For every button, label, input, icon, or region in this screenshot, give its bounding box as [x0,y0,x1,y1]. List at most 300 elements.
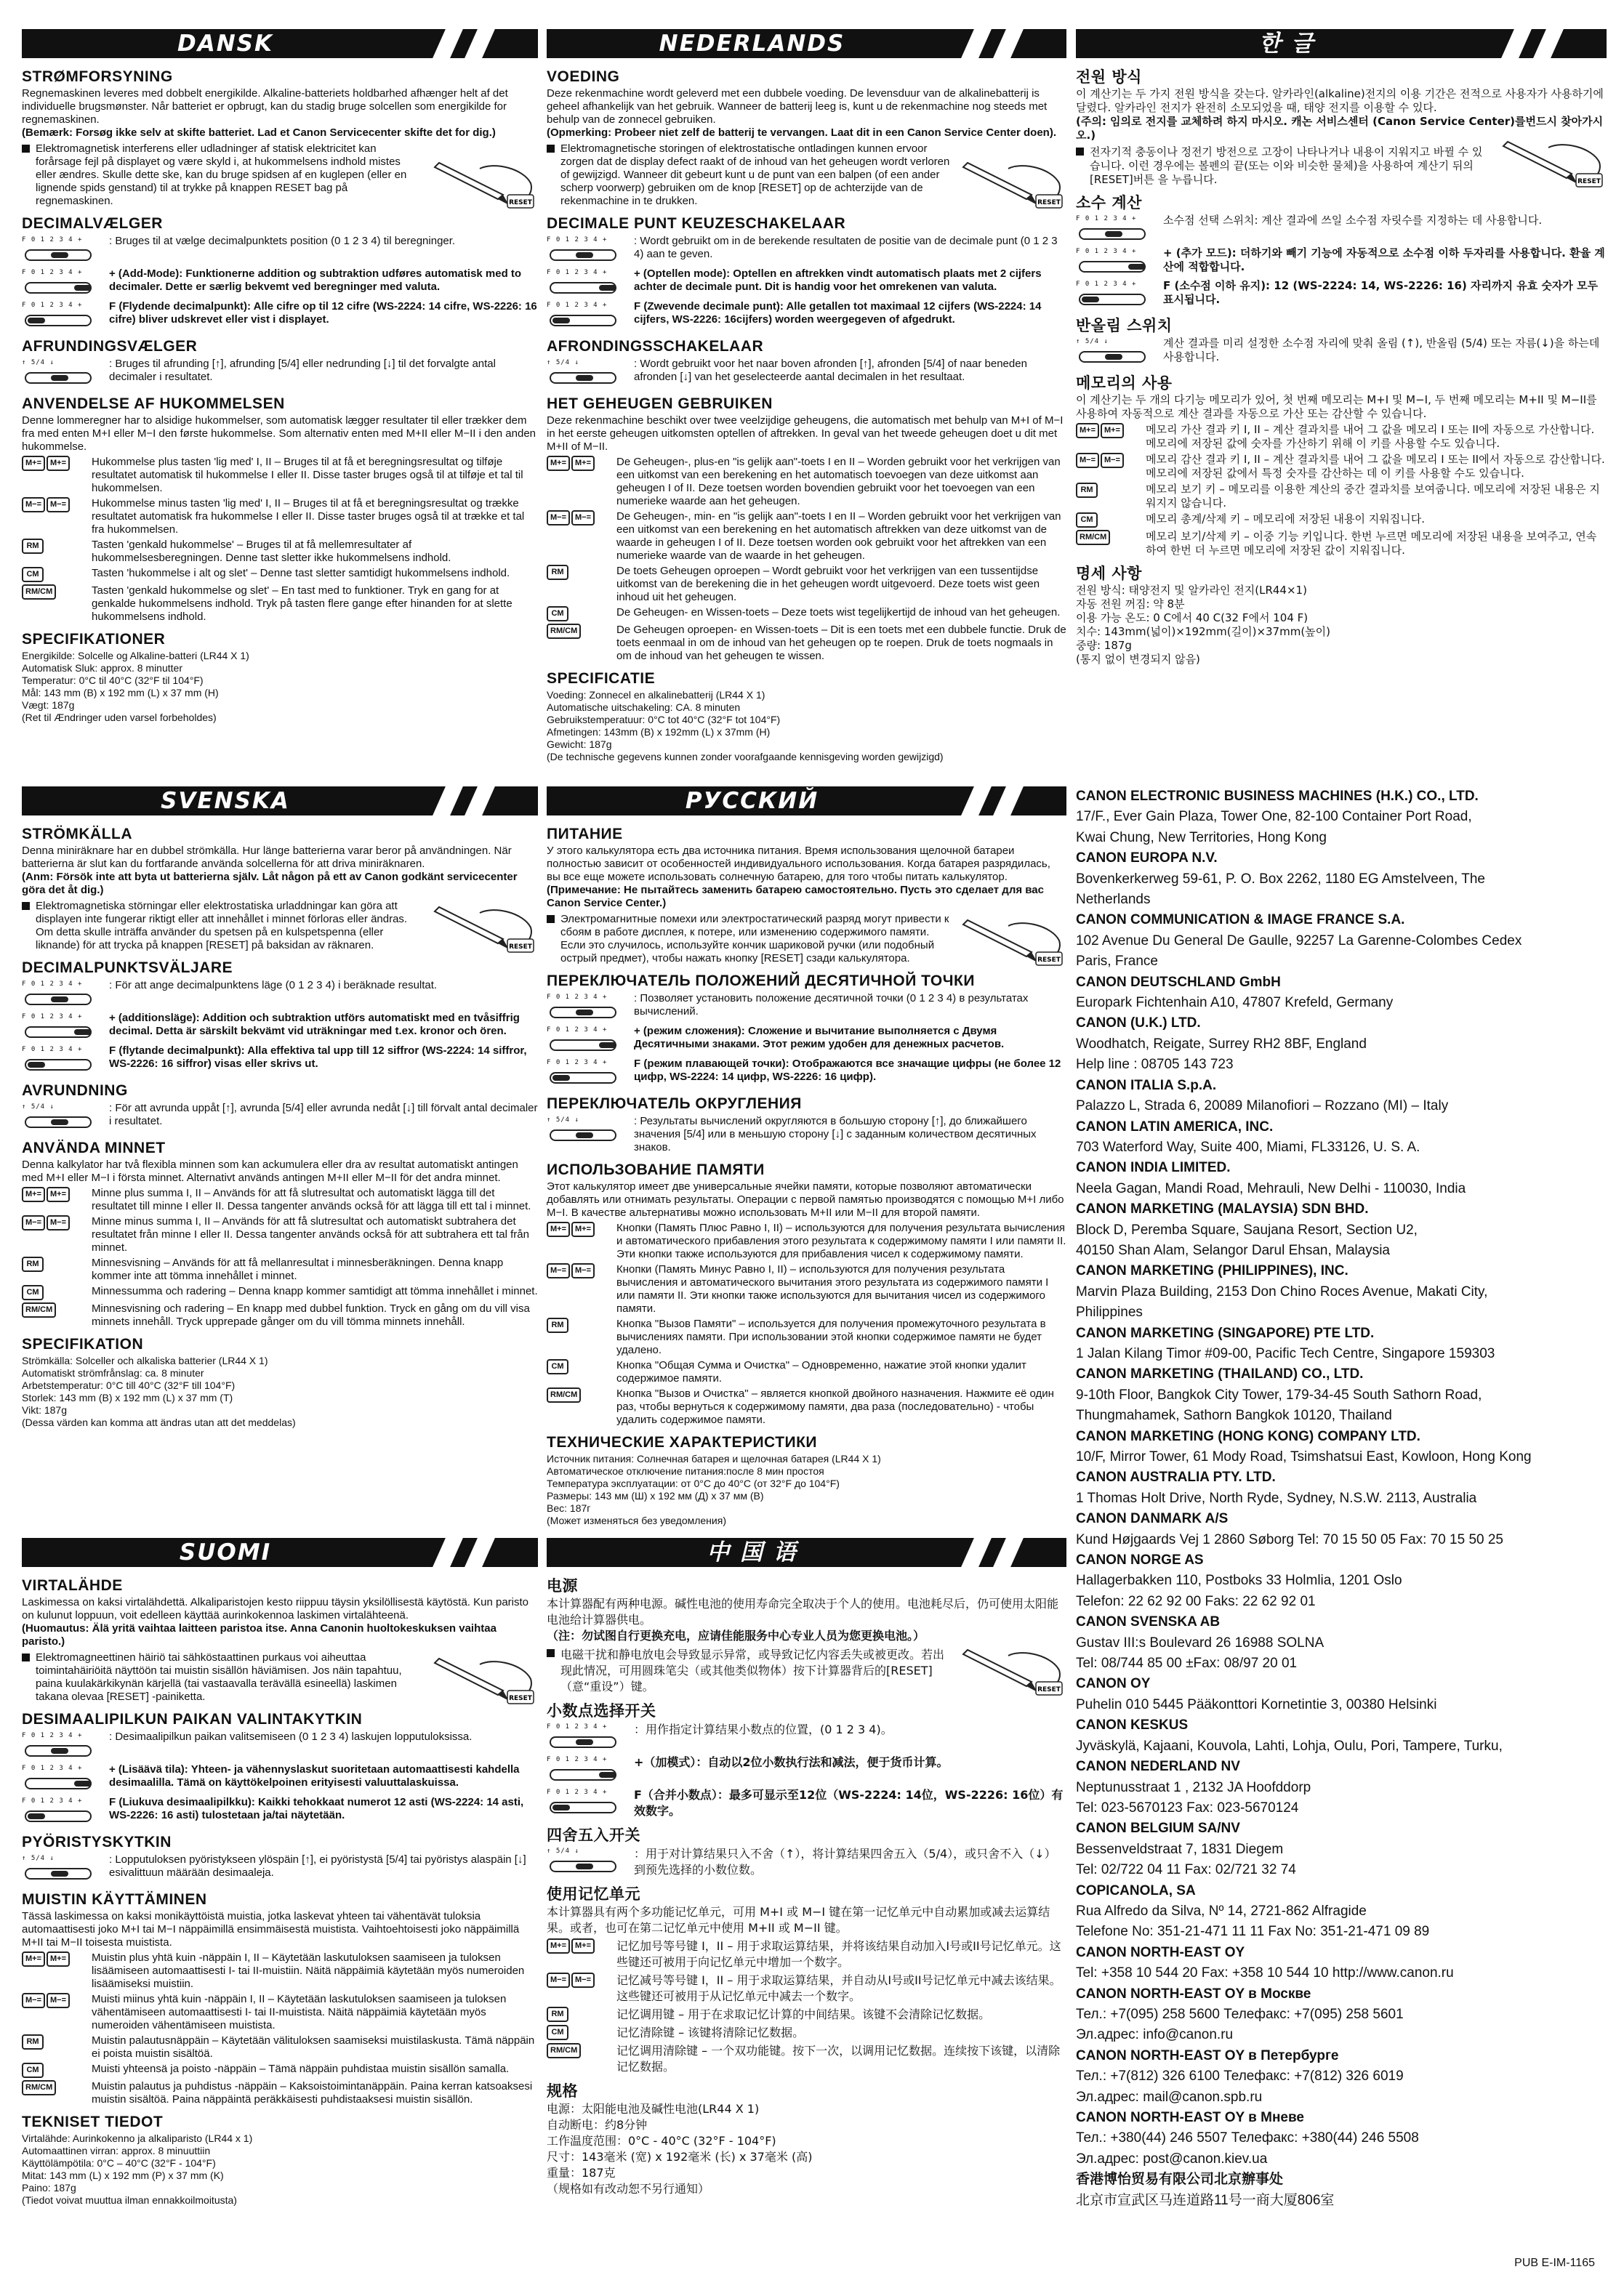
spec-line: Automatiskt strömfrånslag: ca. 8 minuter [22,1367,204,1379]
add-mode-desc: + (Optellen mode): Optellen en aftrekken vindt automatisch plaats met 2 cijfers achter de decimale punt. Dit is handig voor het omrekenen van valuta. [634,267,1042,293]
float-desc: F (Flydende decimalpunkt): Alle cifre op til 12 cifre (WS-2224: 14 cifre, WS-2226: 16 cifre) bliver udskrevet eller vist i displayet. [109,300,537,326]
memory-recall-key-icon: RM [547,565,568,580]
memory-heading: HET GEHEUGEN GEBRUIKEN [547,395,773,412]
language-banner [22,786,538,815]
reset-bullet: Elektromagnetische storingen of elektrostatische ontladingen kunnen ervoor zorgen dat de display defect raakt of de inhoud van het geheugen wordt verloren of gewijzigd. Wanneer dit gebeurt kunt u de punt van een balpen (of een ander scherp voorwerp) gebruiken om de knop [RESET] op de achterzijde van de rekenmachine in te drukken. RESET [547,142,1066,208]
language-banner [22,1538,538,1567]
rounding-switch-icon: ↑ 5/4 ↓ [547,1846,627,1877]
spec-line: Mitat: 143 mm (L) x 192 mm (P) x 37 mm (K) [22,2170,224,2181]
memory-recall-key-icon: RM [547,1318,568,1333]
address-company: CANON MARKETING (MALAYSIA) SDN BHD. [1076,1201,1369,1217]
address-line: Netherlands [1076,892,1151,908]
banner-title: РУССКИЙ [685,788,819,814]
power-text: Denna miniräknare har en dubbel strömkälla. Hur länge batterierna varar beror på användningen. När batterierna är slut kan du fortfarande använda solcellerna för att driva miniräknaren. [22,845,512,870]
memory-minus-key-icon: M−= [22,1993,45,2008]
svg-text:RESET: RESET [509,1695,532,1702]
power-text: 本计算器配有两种电源。碱性电池的使用寿命完全取决于个人的使用。电池耗尽后，仍可使用太阳能电池给计算器供电。 [547,1597,1059,1627]
memory-heading: 使用记忆单元 [547,1885,640,1903]
spec-line: 工作温度范围：0°C - 40°C (32°F - 104°F) [547,2134,776,2148]
memory-clear-key-icon: CM [547,606,568,621]
spec-line: 尺寸：143毫米 (宽) x 192毫米 (长) x 37毫米 (高) [547,2150,813,2164]
address-company: CANON NEDERLAND NV [1076,1759,1240,1775]
memory-plus-key-icon: M+= [571,456,595,471]
memory-clear-key-icon: CM [22,2063,44,2078]
add-mode-desc: +（加模式）：自动以2位小数执行法和减法，便于货币计算。 [634,1755,949,1769]
address-company: CANON AUSTRALIA PTY. LTD. [1076,1470,1276,1486]
decimal-switch-icon: F 0 1 2 3 4 + [547,1722,627,1752]
memory-plus-key-icon: M+= [1101,423,1124,438]
address-line: Neela Gagan, Mandi Road, Mehrauli, New Delhi - 110030, India [1076,1180,1466,1196]
decimal-heading: DECIMALE PUNT KEUZESCHAKELAAR [547,215,846,232]
memory-clear-key-icon: CM [22,567,44,582]
address-company: CANON MARKETING (PHILIPPINES), INC. [1076,1263,1348,1279]
float-switch-icon: F 0 1 2 3 4 + [547,1787,627,1818]
address-company: CANON COMMUNICATION & IMAGE FRANCE S.A. [1076,912,1405,928]
power-note: (Anm: Försök inte att byta ut batterierna själv. Låt någon på ett av Canon godkänt servicecenter göra det åt dig.) [22,871,518,896]
address-line: 北京市宣武区马连道路11号一商大厦806室 [1076,2192,1335,2208]
spec-line: 이용 가능 온도: 0 C에서 40 C(32 F에서 104 F) [1076,611,1309,624]
spec-line: (Может изменяться без уведомления) [547,1515,726,1526]
address-line: Hallagerbakken 110, Postboks 33 Holmlia, 1201 Oslo [1076,1573,1402,1589]
spec-line: Вес: 187г [547,1502,591,1514]
language-banner [547,786,1066,815]
address-company: CANON NORTH-EAST OY в Мневе [1076,2110,1304,2125]
recall-clear-desc: Tasten 'genkald hukommelse og slet' – En tast med to funktioner. Tryk en gang for at genkalde hukommelsens indhold. Tryk på tasten flere gange efter hinanden for at slette hukommelsens indhold. [92,584,512,623]
spec-line: Температура эксплуатации: от 0°C до 40°C (от 32°F до 104°F) [547,1478,840,1489]
memory-clear-desc: De Geheugen- en Wissen-toets – Deze toets wist tegelijkertijd de inhoud van het geheugen. [616,606,1061,619]
address-line: Woodhatch, Reigate, Surrey RH2 8BF, England [1076,1036,1367,1052]
address-line: Neptunusstraat 1 , 2132 JA Hoofddorp [1076,1779,1311,1795]
float-desc: F (소수점 이하 유지): 12 (WS-2224: 14, WS-2226: 16) 자리까지 유효 숫자가 모두 표시됩니다. [1163,279,1599,306]
reset-bullet: 전자기적 충동이나 정전기 방전으로 고장이 나타나거나 내용이 지워지고 바뀔 수 있습니다. 이런 경우에는 볼펜의 끝(또는 이와 비슷한 물체)을 사용하여 계산기 뒤의 [RESET]버튼 을 누릅니다. RESET [1076,145,1607,187]
banner-title: NEDERLANDS [659,31,845,57]
memory-heading: 메모리의 사용 [1076,374,1173,392]
address-line: Help line : 08705 143 723 [1076,1057,1234,1073]
recall-clear-key-icon: RM/CM [22,1302,56,1318]
spec-line: 중량: 187g [1076,639,1132,652]
spec-line: (Tiedot voivat muuttua ilman ennakkoilmoitusta) [22,2194,237,2206]
memory-recall-key-icon: RM [22,2034,44,2050]
memory-recall-desc: Minnesvisning – Används för att få mellanresultat i minnesberäkningen. Denna knapp kommer inte att tömma innehållet i minnet. [92,1257,504,1282]
float-switch-icon: F 0 1 2 3 4 + [22,300,102,331]
spec-heading: 명세 사항 [1076,565,1142,582]
spec-line: (Dessa värden kan komma att ändras utan att det meddelas) [22,1417,296,1428]
rounding-heading: PYÖRISTYSKYTKIN [22,1834,172,1850]
power-heading: 전원 방식 [1076,68,1142,86]
power-text: У этого калькулятора есть два источника питания. Время использования щелочной батареи полностью зависит от особенностей индивидуального использования. Когда батарея разрядилась, вы все еще можете использовать солнечную батарею, для того чтобы питать калькулятор. [547,845,1050,883]
address-line: 10/F, Mirror Tower, 61 Mody Road, Tsimshatsui East, Kowloon, Hong Kong [1076,1449,1532,1465]
memory-clear-key-icon: CM [22,1285,44,1300]
power-note: （注：勿试图自行更换充电，应请佳能服务中心专业人员为您更换电池。） [547,1629,925,1643]
spec-line: (통지 없이 변경되지 않음) [1076,653,1200,666]
spec-line: Paino: 187g [22,2182,76,2194]
memory-plus-desc: Hukommelse plus tasten 'lig med' I, II – Bruges til at få et beregningsresultat og tilføje resultatet automatisk til hukommelse I eller II. Disse taster bruges også til at tilføje et tal til hukommelsen. [92,456,523,494]
power-heading: ПИТАНИЕ [547,826,623,842]
recall-clear-desc: Кнопка "Вызов и Очистка" – является кнопкой двойного назначения. Нажмите её один раз, чтобы вернуться к содержимому памяти, два раза (последовательно) - чтобы удалить содержимое памяти. [616,1387,1054,1426]
decimal-desc: : Desimaalipilkun paikan valitsemiseen (0 1 2 3 4) laskujen lopputuloksissa. [109,1731,473,1743]
memory-heading: ANVÄNDA MINNET [22,1140,166,1156]
rounding-switch-icon: ↑ 5/4 ↓ [22,358,102,388]
rounding-switch-icon: ↑ 5/4 ↓ [22,1102,102,1132]
add-mode-switch-icon: F 0 1 2 3 4 + [547,267,627,298]
address-company: COPICANOLA, SA [1076,1882,1196,1898]
svg-text:RESET: RESET [1037,199,1061,206]
address-list [1076,786,1607,2269]
recall-clear-desc: De Geheugen oproepen- en Wissen-toets – Dit is een toets met een dubbele functie. Druk de toets eenmaal in om de inhoud van het geheugen op te roepen. Druk de toets nogmaals in om de inhoud van het geheugen te wissen. [616,624,1066,662]
address-line: Эл.адрес: info@canon.ru [1076,2027,1234,2043]
memory-minus-key-icon: M−= [47,1993,70,2008]
spec-line: 重量：187克 [547,2166,616,2180]
spec-heading: SPECIFICATIE [547,670,656,687]
add-mode-desc: + (Add-Mode): Funktionerne addition og subtraktion udføres automatisk med to decimaler. Dette er særlig bekvemt ved beregninger med valuta. [109,267,522,293]
memory-clear-desc: Muisti yhteensä ja poisto -näppäin – Tämä näppäin puhdistaa muistin sisällön samalla. [92,2063,510,2075]
address-line: Тел.: +7(095) 258 5600 Телефакс: +7(095) 258 5601 [1076,2006,1404,2022]
spec-heading: TEKNISET TIEDOT [22,2114,164,2130]
memory-minus-desc: De Geheugen-, min- en "is gelijk aan"-toets I en II – Worden gebruikt voor het verkrijgen van een uitkomst van een berekening en het automatisch aftrekken van deze uitkomst van de waarde in geheugen I of II. Deze toetsen worden ook gebruikt voor het aftrekken van een numerieke waarde van de waarde in het geheugen. [616,510,1061,562]
svg-text:RESET: RESET [509,199,532,206]
address-company: CANON (U.K.) LTD. [1076,1015,1201,1031]
rounding-desc: : Lopputuloksen pyöristykseen ylöspäin [↑], ei pyöristystä [5/4] tai pyöristys alaspäin [↓] esivalittuun määrään desimaaleja. [109,1853,526,1879]
add-mode-desc: + (추가 모드): 더하기와 빼기 기능에 자동적으로 소수점 이하 두자리를 사용합니다. 환율 계산에 적합합니다. [1163,246,1605,273]
add-mode-switch-icon: F 0 1 2 3 4 + [22,1012,102,1042]
decimal-desc: : För att ange decimalpunktens läge (0 1 2 3 4) i beräknade resultat. [109,979,438,991]
memory-clear-key-icon: CM [547,1359,568,1374]
power-heading: STRÖMKÄLLA [22,826,132,842]
spec-line: 自动断电：约8分钟 [547,2118,648,2132]
memory-recall-key-icon: RM [22,539,44,554]
reset-pen-icon [957,919,1066,970]
spec-line: Käyttölämpötila: 0°C – 40°C (32°F - 104°F) [22,2157,216,2169]
power-text: 이 계산기는 두 가지 전원 방식을 갖는다. 알카라인(alkaline)전지의 이용 기간은 전적으로 사용자가 사용하기에 달렸다. 알카라인 전지가 완전히 소모되었을 때, 태양 전지를 이용할 수 있다. [1076,87,1604,114]
rounding-heading: AVRUNDNING [22,1082,128,1099]
banner-title: SUOMI [179,1539,272,1566]
memory-minus-key-icon: M−= [47,1215,70,1230]
spec-line: （规格如有改动恕不另行通知） [547,2182,710,2196]
memory-intro: Deze rekenmachine beschikt over twee veelzijdige geheugens, die automatisch met behulp van M+I of M−I in het eerste geheugen uitkomsten optellen of aftrekken. In geval van het tweede geheugen doet u dit met M+II of M−II. [547,414,1064,453]
address-company: CANON INDIA LIMITED. [1076,1160,1231,1176]
spec-list [22,2132,538,2207]
address-line: 102 Avenue Du General De Gaulle, 92257 La Garenne-Colombes Cedex [1076,933,1522,948]
memory-minus-key-icon: M−= [547,1263,570,1278]
address-line: Kund Højgaards Vej 1 2860 Søborg Tel: 70 15 50 05 Fax: 70 15 50 25 [1076,1531,1503,1547]
power-note: (Opmerking: Probeer niet zelf de batterij te vervangen. Laat dit in een Canon Service Center doen). [547,126,1056,139]
rounding-desc: : För att avrunda uppåt [↑], avrunda [5/4] eller avrunda nedåt [↓] till förvalt antal decimaler i resultatet. [109,1102,538,1127]
memory-recall-desc: Кнопка "Вызов Памяти" – используется для получения промежуточного результата в вычислениях памяти. При использовании этой кнопки содержимое памяти не будет удалено. [616,1318,1046,1356]
spec-heading: 规格 [547,2082,578,2100]
spec-line: (Ret til Ændringer uden varsel forbeholdes) [22,712,217,723]
reset-bullet: 电磁干扰和静电放电会导致显示异常，或导致记忆内容丢失或被更改。若出现此情况，可用圆珠笔尖（或其他类似物体）按下计算器背后的[RESET]（意“重设”）键。 RESET [547,1647,1066,1695]
spec-list [547,1453,1066,1527]
memory-recall-key-icon: RM [1076,483,1098,498]
memory-recall-desc: 记忆调用键 – 用于在求取记忆计算的中间结果。该键不会清除记忆数据。 [616,2007,991,2021]
memory-minus-key-icon: M−= [571,1263,595,1278]
spec-line: Vikt: 187g [22,1404,68,1416]
memory-minus-desc: Кнопки (Память Минус Равно I, II) – используются для получения результата вычисления и автоматического вычитания этого результата из содержимого памяти I или памяти II. Эти кнопки также используются для вычитания чисел из содержимого памяти. [616,1263,1049,1315]
memory-clear-desc: 메모리 총계/삭제 키 – 메모리에 저장된 내용이 지워집니다. [1146,512,1425,525]
memory-intro: 本计算器具有两个多功能记忆单元，可用 M+I 或 M−I 键在第一记忆单元中自动累加或减去运算结果。或者，也可在第二记忆单元中使用 M+II 或 M−II 键。 [547,1905,1050,1935]
recall-clear-desc: 记忆调用清除键 – 一个双功能键。按下一次，以调用记忆数据。连续按下该键，以清除记忆数据。 [616,2044,1061,2074]
decimal-switch-icon: F 0 1 2 3 4 + [22,235,102,265]
float-switch-icon: F 0 1 2 3 4 + [1076,279,1156,310]
decimal-heading: DECIMALPUNKTSVÄLJARE [22,959,233,976]
memory-plus-key-icon: M+= [22,1187,45,1202]
float-desc: F（合并小数点）：最多可显示至12位（WS-2224: 14位，WS-2226: 16位）有效数字。 [634,1788,1064,1818]
section-dansk [22,29,538,770]
power-text: Laskimessa on kaksi virtalähdettä. Alkaliparistojen kesto riippuu täysin yksilöllisestä käytöstä. Kun paristo on kulunut loppuun, voit edelleen käyttää aurinkokennoa laskimen virtalähteenä. [22,1596,529,1622]
recall-clear-key-icon: RM/CM [547,1387,581,1403]
decimal-switch-icon: F 0 1 2 3 4 + [22,1731,102,1761]
memory-minus-key-icon: M−= [47,497,70,512]
memory-minus-key-icon: M−= [1101,453,1124,468]
address-line: Telefon: 22 62 92 00 Faks: 22 62 92 01 [1076,1593,1316,1609]
memory-plus-key-icon: M+= [47,1951,70,1967]
rounding-desc: : Wordt gebruikt voor het naar boven afronden [↑], afronden [5/4] of naar beneden afronden [↓] van het geselecteerde aantal decimalen in het resultaat. [634,358,1027,383]
float-desc: F (flytande decimalpunkt): Alla effektiva tal upp till 12 siffror (WS-2224: 14 siffror, WS-2226: 16 siffror) visas eller skrivs ut. [109,1044,527,1070]
address-line: 40150 Shan Alam, Selangor Darul Ehsan, Malaysia [1076,1242,1390,1258]
spec-line: Arbetstemperatur: 0°C till 40°C (32°F till 104°F) [22,1379,236,1391]
reset-bullet: Elektromagnetiska störningar eller elektrostatiska urladdningar kan göra att displayen inte fungerar riktigt eller att innehållet i minnet förloras eller ändras. Om detta skulle inträffa använder du spetsen på en kulspetspenna (eller liknande) för att trycka på knappen [RESET] på baksidan av räknaren. RESET [22,900,538,952]
memory-minus-key-icon: M−= [1076,453,1099,468]
rounding-desc: 계산 결과를 미리 설정한 소수점 자리에 맞춰 올림 (↑), 반올림 (5/4) 또는 자름(↓)을 하는데 사용합니다. [1163,337,1600,363]
address-line: Kwai Chung, New Territories, Hong Kong [1076,829,1327,845]
memory-minus-desc: Muisti miinus yhtä kuin -näppäin I, II – Käytetään laskutuloksen saamiseen ja tuloksen vähentämiseen automaattisesti I- tai II-muistista. Näitä näppäimiä käytetään myös numeroiden vähentämiseen muistista. [92,1993,507,2031]
spec-line: Gewicht: 187g [547,738,612,750]
memory-intro: 이 계산기는 두 개의 다기능 메모리가 있어, 첫 번째 메모리는 M+I 및 M−I, 두 번째 메모리는 M+II 및 M−II를 사용하여 자동적으로 계산 결과를 자동으로 가산 또는 감산할 수 있습니다. [1076,393,1597,420]
memory-plus-desc: Muistin plus yhtä kuin -näppäin I, II – Käytetään laskutuloksen saamiseen ja tuloksen lisäämiseen automaattisesti I- tai II-muistiin. Näitä näppäimiä käytetään myös numeroiden lisäämiseksi muistiin. [92,1951,525,1990]
decimal-heading: ПЕРЕКЛЮЧАТЕЛЬ ПОЛОЖЕНИЙ ДЕСЯТИЧНОЙ ТОЧКИ [547,972,975,989]
spec-line: Mål: 143 mm (B) x 192 mm (L) x 37 mm (H) [22,687,219,698]
spec-list [547,689,1066,763]
float-desc: F (Zwevende decimale punt): Alle getallen tot maximaal 12 cijfers (WS-2224: 14 cijfers, WS-2226: 16cijfers) worden weergegeven of afgedrukt. [634,300,1042,326]
address-company: CANON BELGIUM SA/NV [1076,1821,1240,1837]
svg-text:RESET: RESET [509,943,532,951]
memory-plus-key-icon: M+= [47,1187,70,1202]
float-switch-icon: F 0 1 2 3 4 + [22,1044,102,1075]
power-note: (주의: 임의로 전지를 교체하려 하지 마시오. 캐논 서비스센터 (Canon Service Center)를번드시 찾아가시오.) [1076,115,1604,142]
add-mode-switch-icon: F 0 1 2 3 4 + [547,1025,627,1055]
memory-recall-desc: 메모리 보기 키 – 메모리를 이용한 계산의 중간 결과치를 보여줍니다. 메모리에 저장된 내용은 지워지지 않습니다. [1146,483,1600,509]
address-line: Rua Alfredo da Silva, Nº 14, 2721-862 Alfragide [1076,1903,1367,1919]
rounding-switch-icon: ↑ 5/4 ↓ [547,358,627,388]
memory-clear-desc: 记忆清除键 – 该键将清除记忆数据。 [616,2026,805,2039]
spec-line: Источник питания: Солнечная батарея и щелочная батарея (LR44 X 1) [547,1453,881,1465]
memory-minus-key-icon: M−= [22,497,45,512]
memory-plus-key-icon: M+= [22,456,45,471]
float-switch-icon: F 0 1 2 3 4 + [22,1796,102,1826]
pub-code: PUB E-IM-1165 [1514,2257,1595,2269]
recall-clear-key-icon: RM/CM [547,624,581,639]
memory-plus-key-icon: M+= [571,1938,595,1954]
reset-pen-icon [957,1648,1066,1699]
memory-plus-desc: 메모리 가산 결과 키 I, II – 계산 결과치를 내어 그 값을 메모리 I 또는 II에 자동으로 가산합니다. 메모리에 저장된 값에 숫자를 가산하기 위해 이 키를 사용할 수도 있습니다. [1146,423,1595,450]
address-line: Thungmahamek, Sathorn Bangkok 10120, Thailand [1076,1408,1392,1424]
power-heading: 电源 [547,1577,578,1595]
banner-title: DANSK [177,31,274,57]
language-banner [1076,29,1607,58]
reset-bullet: Электромагнитные помехи или электростатический разряд могут привести к сбоям в работе дисплея, к потере, или изменению содержимого памяти. Если это случилось, используйте кончик шариковой ручки (или подобный острый предмет), чтобы нажать кнопку [RESET] сзади калькулятора. RESET [547,913,1066,965]
memory-minus-key-icon: M−= [22,1215,45,1230]
rounding-switch-icon: ↑ 5/4 ↓ [547,1115,627,1145]
reset-pen-icon [1498,140,1607,191]
memory-intro: Denna kalkylator har två flexibla minnen som kan ackumulera eller dra av resultat automatiskt antingen med M+I eller M−I i första minnet. Alternativt används antingen M+II eller M−II för det andra minnet. [22,1159,518,1184]
power-note: (Примечание: Не пытайтесь заменить батарею самостоятельно. Пусть это сделает для вас Canon Service Center.) [547,884,1044,909]
rounding-heading: 반올림 스위치 [1076,317,1173,334]
spec-line: Automaattinen virran: approx. 8 minuuttiin [22,2145,211,2156]
recall-clear-key-icon: RM/CM [547,2043,581,2058]
power-text: Deze rekenmachine wordt geleverd met een dubbele voeding. De levensduur van de alkalinebatterij is geheel afhankelijk van het gebruik. Wanneer de batterij leeg is, kunt u de rekenmachine nog steeds met behulp van de zonnecel gebruiken. [547,87,1048,126]
decimal-desc: : Bruges til at vælge decimalpunktets position (0 1 2 3 4) til beregninger. [109,235,456,247]
address-line: Tel: +358 10 544 20 Fax: +358 10 544 10 http://www.canon.ru [1076,1965,1454,1981]
memory-heading: MUISTIN KÄYTTÄMINEN [22,1891,207,1908]
section-chinese [547,1538,1066,2272]
spec-line: Automatische uitschakeling: CA. 8 minuten [547,701,741,713]
address-line: Тел.: +380(44) 246 5507 Телефакс: +380(44) 246 5508 [1076,2130,1419,2146]
address-line: Gustav III:s Boulevard 26 16988 SOLNA [1076,1635,1324,1651]
address-company: CANON NORTH-EAST OY в Петербурге [1076,2047,1339,2063]
recall-clear-desc: 메모리 보기/삭제 키 – 이중 기능 키입니다. 한번 누르면 메모리에 저장된 내용을 보여주고, 연속하여 한번 더 누르면 메모리에 저장된 값이 지워집니다. [1146,530,1597,557]
address-line: Эл.адрес: mail@canon.spb.ru [1076,2089,1263,2105]
memory-plus-desc: Кнопки (Память Плюс Равно I, II) – используются для получения результата вычисления и автоматического прибавления этого результата к содержимому памяти I или памяти II. Эти кнопки также используются для прибавления чисел к содержимому памяти. [616,1222,1066,1260]
spec-line: Storlek: 143 mm (B) x 192 mm (L) x 37 mm (T) [22,1392,233,1403]
rounding-heading: AFRUNDINGSVÆLGER [22,338,198,355]
address-line: Tel: 02/722 04 11 Fax: 02/721 32 74 [1076,1862,1296,1878]
rounding-desc: ：用于对计算结果只入不舍（↑），将计算结果四舍五入（5/4），或只舍不入（↓）到预先选择的小数位数。 [634,1847,1056,1877]
spec-list [22,650,538,724]
spec-line: Virtalähde: Aurinkokenno ja alkaliparisto (LR44 x 1) [22,2132,253,2144]
float-switch-icon: F 0 1 2 3 4 + [547,1058,627,1088]
section-suomi [22,1538,538,2272]
memory-recall-key-icon: RM [22,1257,44,1272]
memory-minus-key-icon: M−= [547,1973,570,1988]
memory-plus-key-icon: M+= [571,1222,595,1237]
memory-plus-desc: 记忆加号等号键 I，II – 用于求取运算结果，并将该结果自动加入I号或II号记忆单元。这些键还可被用于向记忆单元中增加一个数字。 [616,1939,1061,1969]
memory-minus-desc: Minne minus summa I, II – Används för att få slutresultat och automatiskt subtrahera det resultatet från minne I eller II. Dessa tangenter används också för att subtrahera ett tal från minnet. [92,1215,529,1254]
memory-plus-key-icon: M+= [547,1222,570,1237]
recall-clear-desc: Minnesvisning och radering – En knapp med dubbel funktion. Tryck en gång om du vill visa minnets innehåll. Tryck upprepade gånger om du vill tömma minnets innehåll. [92,1302,530,1328]
spec-line: Размеры: 143 мм (Ш) x 192 мм (Д) x 37 мм (В) [547,1490,764,1502]
svg-text:RESET: RESET [1037,956,1061,964]
rounding-desc: : Результаты вычислений округляются в большую сторону [↑], до ближайшего значения [5/4] или в меньшую сторону [↓] с заданным количеством десятичных знаков. [634,1115,1037,1153]
address-line: Block D, Peremba Square, Saujana Resort, Section U2, [1076,1222,1418,1238]
spec-list [1076,584,1607,666]
address-line: Тел.: +7(812) 326 6100 Телефакс: +7(812) 326 6019 [1076,2069,1404,2084]
spec-list [547,2101,1066,2197]
power-heading: STRØMFORSYNING [22,68,173,85]
memory-clear-key-icon: CM [547,2025,568,2040]
recall-clear-desc: Muistin palautus ja puhdistus -näppäin – Kaksoistoimintanäppäin. Paina kerran katsoaksesi muistin sisältöä. Paina näppäintä peräkkäisesti puhdistaaksesi muistin sisällön. [92,2080,533,2106]
memory-intro: Tässä laskimessa on kaksi monikäyttöistä muistia, jotka laskevat yhteen tai vähentävät tuloksia automaattisesti joko M+I tai M−I näppäimillä ensimmäisestä muistista. Vaihtoehtoisesti joko näppäimillä M+II tai M−II toisesta muistista. [22,1910,520,1949]
address-line: Tel: 023-5670123 Fax: 023-5670124 [1076,1800,1299,1816]
address-line: Bessenveldstraat 7, 1831 Diegem [1076,1841,1284,1857]
decimal-desc: : Wordt gebruikt om in de berekende resultaten de positie van de decimale punt (0 1 2 3 4) aan te geven. [634,235,1058,260]
memory-recall-desc: De toets Geheugen oproepen – Wordt gebruikt voor het verkrijgen van een tussentijdse uitkomst van de berekening die in het geheugen wordt uitgevoerd. Deze toets wist geen inhoud uit het geheugen. [616,565,1040,603]
reset-pen-icon [429,161,538,212]
memory-plus-key-icon: M+= [47,456,70,471]
rounding-heading: ПЕРЕКЛЮЧАТЕЛЬ ОКРУГЛЕНИЯ [547,1095,802,1112]
decimal-heading: DESIMAALIPILKUN PAIKAN VALINTAKYTKIN [22,1711,363,1728]
spec-line: (De technische gegevens kunnen zonder voorafgaande kennisgeving worden gewijzigd) [547,751,944,762]
spec-heading: SPECIFIKATION [22,1336,144,1353]
address-company: CANON ITALIA S.p.A. [1076,1077,1217,1093]
memory-clear-desc: Кнопка "Общая Сумма и Очистка" – Одновременно, нажатие этой кнопки удалит содержимое памяти. [616,1359,1026,1385]
add-mode-switch-icon: F 0 1 2 3 4 + [1076,246,1156,277]
decimal-heading: 소수 계산 [1076,194,1142,212]
banner-title: 中 国 语 [707,1539,797,1566]
language-banner [547,1538,1066,1567]
svg-text:RESET: RESET [1037,1686,1061,1693]
language-banner [22,29,538,58]
decimal-heading: 小数点选择开关 [547,1702,656,1720]
address-line: Puhelin 010 5445 Pääkonttori Kornetintie 3, 00380 Helsinki [1076,1696,1437,1712]
address-company: CANON NORTH-EAST OY в Москве [1076,1986,1311,2002]
address-line: Palazzo L, Strada 6, 20089 Milanofiori – Rozzano (MI) – Italy [1076,1098,1449,1114]
section-korean [1076,29,1607,770]
address-company: CANON ELECTRONIC BUSINESS MACHINES (H.K.) CO., LTD. [1076,789,1479,804]
spec-line: 전원 방식: 태양전지 및 알카라인 전지(LR44×1) [1076,584,1307,597]
address-company: CANON MARKETING (HONG KONG) COMPANY LTD. [1076,1428,1420,1444]
address-company: CANON LATIN AMERICA, INC. [1076,1119,1274,1135]
reset-pen-icon [957,161,1066,212]
address-company: 香港博怡贸易有限公司北京辦事处 [1076,2172,1284,2188]
memory-heading: ИСПОЛЬЗОВАНИЕ ПАМЯТИ [547,1161,765,1178]
address-line: Bovenkerkerweg 59-61, P. O. Box 2262, 1180 EG Amstelveen, The [1076,871,1485,887]
address-company: CANON KESKUS [1076,1717,1189,1733]
memory-plus-key-icon: M+= [1076,423,1099,438]
address-company: CANON DEUTSCHLAND GmbH [1076,974,1281,990]
spec-line: Vægt: 187g [22,699,75,711]
memory-minus-desc: 记忆减号等号键 I，II – 用于求取运算结果，并自动从I号或II号记忆单元中减去该结果。这些键还可被用于从记忆单元中减去一个数字。 [616,1973,1061,2003]
address-line: 703 Waterford Way, Suite 400, Miami, FL33126, U. S. A. [1076,1139,1420,1155]
section-nederlands [547,29,1066,770]
power-heading: VIRTALÄHDE [22,1577,123,1594]
memory-intro: Этот калькулятор имеет две универсальные ячейки памяти, которые позволяют автоматически добавлять или отнимать результаты. Операции с первой памятью производятся с помощью M+I либо M−I. В качестве альтернативы можно использовать M+II или M−II для второй памяти. [547,1180,1064,1219]
section-svenska [22,786,538,1528]
spec-line: Strömkälla: Solceller och alkaliska batterier (LR44 X 1) [22,1355,268,1366]
add-mode-switch-icon: F 0 1 2 3 4 + [547,1755,627,1785]
recall-clear-key-icon: RM/CM [1076,530,1110,545]
memory-heading: ANVENDELSE AF HUKOMMELSEN [22,395,285,412]
decimal-switch-icon: F 0 1 2 3 4 + [547,992,627,1023]
language-banner [547,29,1066,58]
memory-plus-key-icon: M+= [547,456,570,471]
banner-title: 한 글 [1258,31,1315,57]
address-line: 1 Thomas Holt Drive, North Ryde, Sydney, N.S.W. 2113, Australia [1076,1490,1477,1506]
svg-text:RESET: RESET [1577,178,1601,185]
memory-clear-key-icon: CM [1076,512,1098,528]
spec-line: Voeding: Zonnecel en alkalinebatterij (LR44 X 1) [547,689,765,701]
power-note: (Bemærk: Forsøg ikke selv at skifte batteriet. Lad et Canon Servicecenter skifte det for dig.) [22,126,496,139]
spec-line: 자동 전원 꺼짐: 약 8분 [1076,597,1185,611]
memory-clear-desc: Minnessumma och radering – Denna knapp kommer samtidigt att tömma innehållet i minnet. [92,1285,538,1297]
spec-line: 电源：太阳能电池及碱性电池(LR44 X 1) [547,2102,760,2116]
memory-recall-desc: Muistin palautusnäppäin – Käytetään välituloksen saamiseksi muistilaskusta. Tämä näppäin ei poista muistin sisältöä. [92,2034,535,2060]
address-line: Telefone No: 351-21-471 11 11 Fax No: 351-21-471 09 89 [1076,1924,1430,1940]
address-line: 1 Jalan Kilang Timor #09-00, Pacific Tech Centre, Singapore 159303 [1076,1345,1495,1361]
memory-minus-desc: 메모리 감산 결과 키 I, II – 계산 결과치를 내어 그 값을 메모리 I 또는 II에서 자동으로 감산합니다. 메모리에 저장된 값에서 특정 숫자를 감산하는 데 이 키를 사용할 수도 있습니다. [1146,453,1605,480]
spec-line: Energikilde: Solcelle og Alkaline-batteri (LR44 X 1) [22,650,249,661]
address-company: CANON OY [1076,1676,1151,1692]
add-mode-switch-icon: F 0 1 2 3 4 + [22,267,102,298]
memory-minus-key-icon: M−= [571,510,595,525]
memory-plus-desc: De Geheugen-, plus-en "is gelijk aan"-toets I en II – Worden gebruikt voor het verkrijgen van een uitkomst van een berekening en het automatisch toevoegen van deze uitkomst aan geheugen I of II. Deze toetsen worden bovendien gebruikt voor het toevoegen van een numerieke waarde aan het geheugen. [616,456,1061,507]
decimal-desc: : Позволяет установить положение десятичной точки (0 1 2 3 4) в результатах вычислений. [634,992,1029,1018]
address-line: Эл.адрес: post@canon.kiev.ua [1076,2151,1268,2167]
reset-pen-icon [429,906,538,956]
decimal-switch-icon: F 0 1 2 3 4 + [1076,214,1156,244]
add-mode-desc: + (режим сложения): Сложение и вычитание выполняется с Двумя Десятичными знаками. Этот режим удобен для денежных расчетов. [634,1025,1005,1050]
rounding-switch-icon: ↑ 5/4 ↓ [1076,337,1156,367]
spec-line: Gebruikstemperatuur: 0°C tot 40°C (32°F tot 104°F) [547,714,781,725]
